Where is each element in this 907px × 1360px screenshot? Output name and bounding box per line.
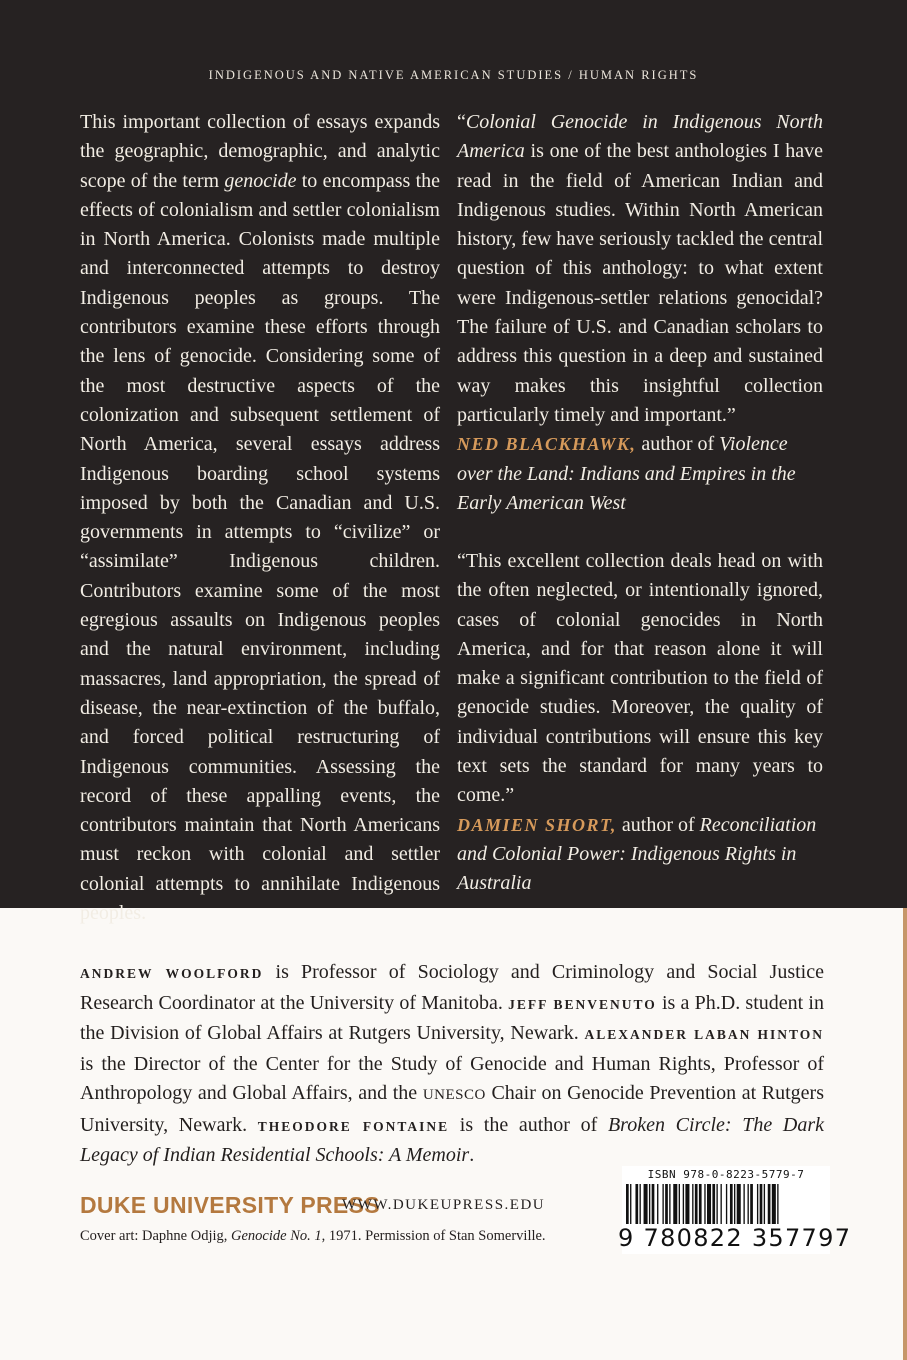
- credit-rest: , 1971. Permission of Stan Somerville.: [321, 1228, 546, 1244]
- endorsed-title: Colonial Genocide in Indigenous North America: [457, 111, 823, 163]
- bio-name-benvenuto: JEFF BENVENUTO: [508, 996, 657, 1012]
- bio-name-hinton: ALEXANDER LABAN HINTON: [584, 1027, 825, 1042]
- isbn-label: ISBN 978-0-8223-5779-7: [647, 1168, 805, 1181]
- publisher-website[interactable]: WWW.DUKEUPRESS.EDU: [342, 1197, 546, 1213]
- endorser-1-lead: author of: [636, 433, 720, 456]
- bio-text-woolford: is Professor of Sociology and Criminology and Social Justice Research Coordinator at the University of Manitoba.: [80, 961, 824, 1014]
- spine-edge: [903, 908, 907, 1360]
- bio-text-benvenuto: is a Ph.D. student in the Division of Global Affairs at Rutgers University, Newark.: [80, 991, 824, 1044]
- publisher-name: DUKE UNIVERSITY PRESS: [80, 1192, 380, 1218]
- publisher-row: [80, 1192, 600, 1226]
- category-heading: INDIGENOUS AND NATIVE AMERICAN STUDIES / HUMAN RIGHTS: [208, 68, 699, 82]
- endorsement-2-attribution: [457, 811, 823, 899]
- endorser-2-work: Reconciliation and Colonial Power: Indigenous Rights in Australia: [457, 813, 817, 895]
- bio-name-fontaine: THEODORE FONTAINE: [257, 1118, 450, 1134]
- endorsement-2-text: “This excellent collection deals head on with the often neglected, or intentionally ignored, cases of colonial genocides in North America, and for that reason alone it will make a significant contribution to the field of genocide studies. Moreover, the quality of individual contributions will ensure this key text sets the standard for many years to come.”: [457, 550, 823, 807]
- endorsement-1-body: is one of the best anthologies I have read in the field of American Indian and Indigenous studies. Within North American history, few have seriously tackled the central question of this anthology: to what extent were Indigenous-settler relations genocidal? The failure of U.S. and Canadian scholars to address this question in a deep and sustained way makes this insightful collection particularly timely and important.”: [457, 140, 823, 426]
- bio-name-woolford: ANDREW WOOLFORD: [80, 966, 264, 981]
- endorser-2-lead: author of: [616, 813, 700, 836]
- endorser-2-name: DAMIEN SHORT,: [457, 814, 617, 835]
- endorsement-1-text: [457, 108, 823, 430]
- bio-book-fontaine: Broken Circle: The Dark Legacy of Indian Residential Schools: A Memoir: [80, 1113, 824, 1166]
- endorser-1-name: NED BLACKHAWK,: [457, 434, 637, 455]
- bio-text-hinton-2: Chair on Genocide Prevention at Rutgers University, Newark.: [80, 1082, 824, 1136]
- cover-art-credit: [80, 1226, 620, 1246]
- bio-text-hinton: is the Director of the Center for the Study of Genocide and Human Rights, Professor of Anthropology and Global Affairs, and the: [80, 1052, 824, 1104]
- book-description: [80, 108, 440, 928]
- description-term: genocide: [224, 169, 297, 192]
- bio-text-end: .: [469, 1144, 475, 1166]
- endorsement-1: [457, 108, 823, 518]
- bio-org-unesco: UNESCO: [422, 1087, 486, 1103]
- endorser-1-work: Violence over the Land: Indians and Empires in the Early American West: [457, 433, 796, 514]
- barcode-icon: [626, 1184, 826, 1224]
- credit-work: Genocide No. 1: [231, 1228, 322, 1244]
- bio-text-fontaine: is the author of: [449, 1113, 608, 1136]
- endorsement-2: [457, 547, 823, 899]
- description-part1: This important collection of essays expands the geographic, demographic, and analytic scope of the term: [80, 111, 440, 192]
- credit-lead: Cover art: Daphne Odjig,: [80, 1228, 232, 1244]
- quote-open-mark: “: [457, 111, 466, 133]
- editor-bios: [80, 958, 824, 1171]
- barcode-digits: 9 780822 357797: [618, 1224, 852, 1252]
- endorsement-1-attribution: [457, 430, 823, 518]
- description-part2: to encompass the effects of colonialism and settler colonialism in North America. Colonists made multiple and interconnected attempts to destroy Indigenous peoples as groups. The contributors examine these efforts through the lens of genocide. Considering some of the most destructive aspects of the colonization and subsequent settlement of North America, several essays address Indigenous boarding school systems imposed by both the Canadian and U.S. governments in attempts to “civilize” or “assimilate” Indigenous children. Contributors examine some of the most egregious assaults on Indigenous peoples and the natural environment, including massacres, land appropriation, the spread of disease, the near-extinction of the buffalo, and forced political restructuring of Indigenous communities. Assessing the record of these appalling events, the contributors maintain that North Americans must reckon with colonial and settler colonial attempts to annihilate Indigenous peoples.: [80, 169, 441, 925]
